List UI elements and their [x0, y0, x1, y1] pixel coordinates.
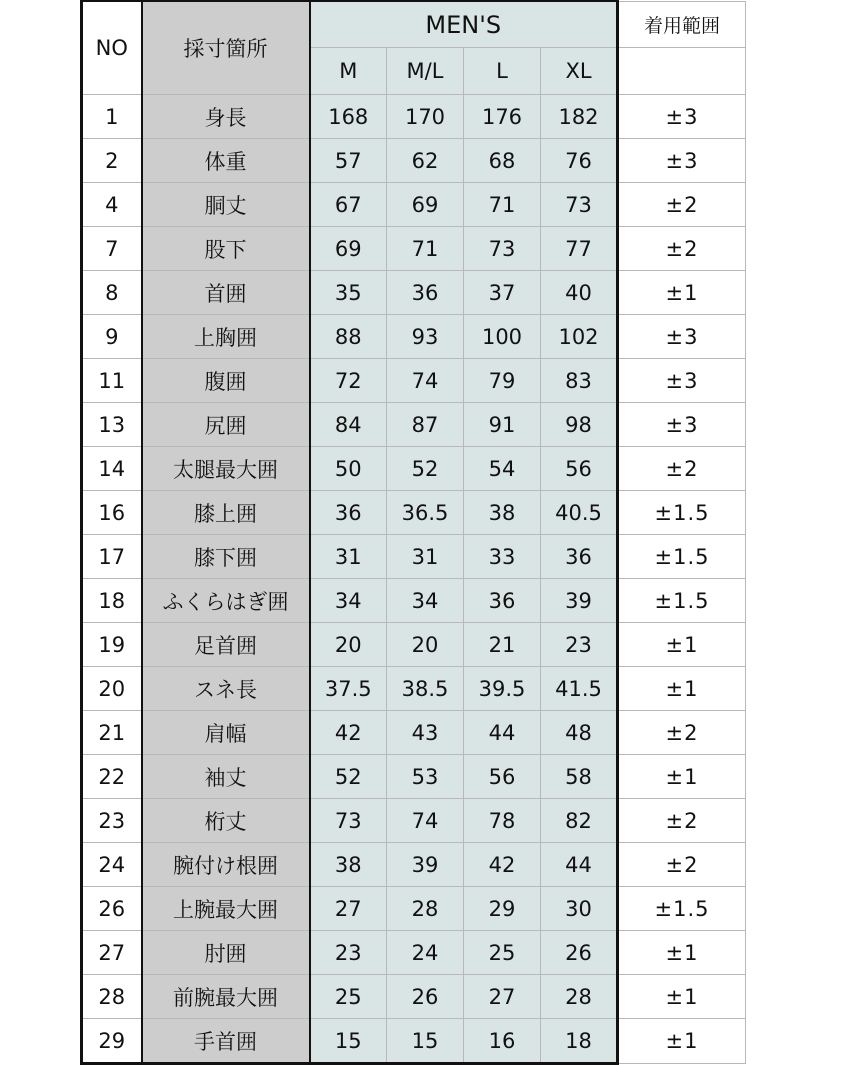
cell-tolerance: ±1.5 — [618, 535, 746, 579]
cell-no: 9 — [82, 315, 142, 359]
cell-size-xl: 56 — [541, 447, 618, 491]
table-row — [82, 623, 746, 667]
cell-size-ml: 53 — [387, 755, 464, 799]
cell-size-l: 16 — [464, 1019, 541, 1064]
cell-size-l: 68 — [464, 139, 541, 183]
table-row — [82, 491, 746, 535]
cell-size-l: 37 — [464, 271, 541, 315]
table-row — [82, 975, 746, 1019]
cell-size-l: 73 — [464, 227, 541, 271]
table-row — [82, 887, 746, 931]
cell-no: 13 — [82, 403, 142, 447]
cell-no: 19 — [82, 623, 142, 667]
table-row — [82, 667, 746, 711]
cell-size-xl: 82 — [541, 799, 618, 843]
header-measurement-point: 採寸箇所 — [142, 1, 310, 95]
cell-size-xl: 83 — [541, 359, 618, 403]
cell-measurement-point: 袖丈 — [142, 755, 310, 799]
cell-no: 29 — [82, 1019, 142, 1064]
cell-tolerance: ±1 — [618, 1019, 746, 1064]
cell-measurement-point: 肘囲 — [142, 931, 310, 975]
cell-size-xl: 44 — [541, 843, 618, 887]
cell-tolerance: ±1 — [618, 667, 746, 711]
cell-size-ml: 39 — [387, 843, 464, 887]
table-row — [82, 227, 746, 271]
cell-size-m: 52 — [310, 755, 387, 799]
cell-tolerance: ±1.5 — [618, 491, 746, 535]
cell-tolerance: ±1.5 — [618, 579, 746, 623]
cell-size-ml: 36.5 — [387, 491, 464, 535]
cell-size-xl: 18 — [541, 1019, 618, 1064]
cell-measurement-point: 腹囲 — [142, 359, 310, 403]
cell-measurement-point: 上胸囲 — [142, 315, 310, 359]
cell-size-l: 54 — [464, 447, 541, 491]
cell-size-xl: 58 — [541, 755, 618, 799]
cell-tolerance: ±3 — [618, 139, 746, 183]
cell-size-xl: 28 — [541, 975, 618, 1019]
cell-size-l: 39.5 — [464, 667, 541, 711]
header-no: NO — [82, 1, 142, 95]
cell-tolerance: ±3 — [618, 403, 746, 447]
table-body — [82, 95, 746, 1064]
cell-size-m: 42 — [310, 711, 387, 755]
header-mens: MEN'S — [310, 1, 618, 48]
table-row — [82, 579, 746, 623]
cell-measurement-point: 身長 — [142, 95, 310, 139]
table-row — [82, 843, 746, 887]
cell-no: 23 — [82, 799, 142, 843]
cell-size-m: 69 — [310, 227, 387, 271]
table-row — [82, 95, 746, 139]
cell-size-m: 168 — [310, 95, 387, 139]
cell-measurement-point: 上腕最大囲 — [142, 887, 310, 931]
cell-no: 21 — [82, 711, 142, 755]
cell-measurement-point: 膝下囲 — [142, 535, 310, 579]
table-row — [82, 447, 746, 491]
cell-size-l: 29 — [464, 887, 541, 931]
header-tolerance-blank — [618, 48, 746, 95]
cell-size-l: 25 — [464, 931, 541, 975]
cell-size-l: 78 — [464, 799, 541, 843]
cell-measurement-point: 肩幅 — [142, 711, 310, 755]
cell-size-xl: 39 — [541, 579, 618, 623]
header-size-xl: XL — [541, 48, 618, 95]
cell-tolerance: ±1 — [618, 975, 746, 1019]
cell-no: 1 — [82, 95, 142, 139]
cell-no: 18 — [82, 579, 142, 623]
cell-measurement-point: 足首囲 — [142, 623, 310, 667]
cell-size-xl: 36 — [541, 535, 618, 579]
cell-size-ml: 74 — [387, 799, 464, 843]
cell-size-l: 44 — [464, 711, 541, 755]
cell-size-ml: 93 — [387, 315, 464, 359]
cell-size-m: 31 — [310, 535, 387, 579]
cell-measurement-point: 手首囲 — [142, 1019, 310, 1064]
cell-tolerance: ±2 — [618, 711, 746, 755]
table-row — [82, 139, 746, 183]
cell-no: 27 — [82, 931, 142, 975]
cell-size-ml: 26 — [387, 975, 464, 1019]
cell-size-m: 20 — [310, 623, 387, 667]
size-chart-table — [80, 0, 746, 1065]
cell-no: 26 — [82, 887, 142, 931]
cell-tolerance: ±2 — [618, 183, 746, 227]
cell-size-xl: 30 — [541, 887, 618, 931]
cell-size-xl: 73 — [541, 183, 618, 227]
cell-size-ml: 31 — [387, 535, 464, 579]
cell-tolerance: ±3 — [618, 315, 746, 359]
header-tolerance: 着用範囲 — [618, 1, 746, 48]
header-size-m: M — [310, 48, 387, 95]
cell-measurement-point: ふくらはぎ囲 — [142, 579, 310, 623]
cell-size-m: 50 — [310, 447, 387, 491]
cell-size-l: 21 — [464, 623, 541, 667]
cell-measurement-point: 股下 — [142, 227, 310, 271]
table-row — [82, 931, 746, 975]
header-size-l: L — [464, 48, 541, 95]
cell-measurement-point: 首囲 — [142, 271, 310, 315]
cell-size-m: 38 — [310, 843, 387, 887]
cell-tolerance: ±2 — [618, 447, 746, 491]
table-row — [82, 315, 746, 359]
header-size-ml: M/L — [387, 48, 464, 95]
cell-size-m: 84 — [310, 403, 387, 447]
cell-tolerance: ±1 — [618, 271, 746, 315]
cell-size-ml: 43 — [387, 711, 464, 755]
cell-measurement-point: 腕付け根囲 — [142, 843, 310, 887]
cell-size-m: 35 — [310, 271, 387, 315]
cell-size-m: 67 — [310, 183, 387, 227]
cell-size-ml: 24 — [387, 931, 464, 975]
cell-tolerance: ±1 — [618, 623, 746, 667]
cell-size-m: 57 — [310, 139, 387, 183]
table-row — [82, 183, 746, 227]
cell-size-xl: 102 — [541, 315, 618, 359]
cell-size-xl: 23 — [541, 623, 618, 667]
cell-size-ml: 62 — [387, 139, 464, 183]
table-row — [82, 799, 746, 843]
cell-tolerance: ±3 — [618, 359, 746, 403]
cell-measurement-point: 前腕最大囲 — [142, 975, 310, 1019]
cell-no: 4 — [82, 183, 142, 227]
cell-size-l: 91 — [464, 403, 541, 447]
cell-size-xl: 77 — [541, 227, 618, 271]
cell-size-m: 34 — [310, 579, 387, 623]
cell-size-m: 73 — [310, 799, 387, 843]
cell-no: 7 — [82, 227, 142, 271]
cell-tolerance: ±2 — [618, 843, 746, 887]
cell-size-xl: 41.5 — [541, 667, 618, 711]
cell-size-l: 33 — [464, 535, 541, 579]
cell-size-m: 37.5 — [310, 667, 387, 711]
cell-tolerance: ±1.5 — [618, 887, 746, 931]
cell-measurement-point: 膝上囲 — [142, 491, 310, 535]
cell-size-l: 38 — [464, 491, 541, 535]
cell-size-ml: 170 — [387, 95, 464, 139]
cell-no: 20 — [82, 667, 142, 711]
cell-size-ml: 69 — [387, 183, 464, 227]
cell-size-l: 100 — [464, 315, 541, 359]
cell-size-xl: 182 — [541, 95, 618, 139]
cell-size-xl: 76 — [541, 139, 618, 183]
cell-no: 8 — [82, 271, 142, 315]
cell-size-xl: 40.5 — [541, 491, 618, 535]
cell-size-ml: 28 — [387, 887, 464, 931]
cell-size-ml: 87 — [387, 403, 464, 447]
cell-measurement-point: 太腿最大囲 — [142, 447, 310, 491]
cell-no: 16 — [82, 491, 142, 535]
cell-no: 28 — [82, 975, 142, 1019]
table-row — [82, 359, 746, 403]
cell-measurement-point: スネ長 — [142, 667, 310, 711]
table-row — [82, 711, 746, 755]
cell-size-ml: 34 — [387, 579, 464, 623]
table-row — [82, 271, 746, 315]
cell-no: 22 — [82, 755, 142, 799]
cell-size-m: 88 — [310, 315, 387, 359]
cell-size-l: 27 — [464, 975, 541, 1019]
cell-tolerance: ±2 — [618, 227, 746, 271]
cell-size-m: 36 — [310, 491, 387, 535]
table-row — [82, 755, 746, 799]
cell-size-l: 36 — [464, 579, 541, 623]
cell-measurement-point: 尻囲 — [142, 403, 310, 447]
cell-no: 2 — [82, 139, 142, 183]
cell-measurement-point: 体重 — [142, 139, 310, 183]
table-row — [82, 535, 746, 579]
cell-size-l: 71 — [464, 183, 541, 227]
cell-size-l: 42 — [464, 843, 541, 887]
cell-no: 17 — [82, 535, 142, 579]
cell-size-xl: 26 — [541, 931, 618, 975]
cell-size-l: 176 — [464, 95, 541, 139]
cell-size-m: 72 — [310, 359, 387, 403]
cell-size-l: 79 — [464, 359, 541, 403]
cell-size-xl: 48 — [541, 711, 618, 755]
cell-no: 11 — [82, 359, 142, 403]
cell-size-ml: 52 — [387, 447, 464, 491]
cell-size-l: 56 — [464, 755, 541, 799]
cell-tolerance: ±1 — [618, 755, 746, 799]
cell-no: 24 — [82, 843, 142, 887]
cell-size-m: 23 — [310, 931, 387, 975]
cell-size-m: 15 — [310, 1019, 387, 1064]
cell-tolerance: ±2 — [618, 799, 746, 843]
cell-size-ml: 20 — [387, 623, 464, 667]
cell-size-ml: 38.5 — [387, 667, 464, 711]
cell-measurement-point: 桁丈 — [142, 799, 310, 843]
cell-size-ml: 74 — [387, 359, 464, 403]
table-row — [82, 1019, 746, 1064]
cell-tolerance: ±3 — [618, 95, 746, 139]
table-row — [82, 403, 746, 447]
cell-measurement-point: 胴丈 — [142, 183, 310, 227]
cell-size-xl: 40 — [541, 271, 618, 315]
cell-size-ml: 15 — [387, 1019, 464, 1064]
cell-size-ml: 36 — [387, 271, 464, 315]
cell-tolerance: ±1 — [618, 931, 746, 975]
cell-size-m: 25 — [310, 975, 387, 1019]
cell-size-ml: 71 — [387, 227, 464, 271]
cell-size-m: 27 — [310, 887, 387, 931]
cell-size-xl: 98 — [541, 403, 618, 447]
cell-no: 14 — [82, 447, 142, 491]
